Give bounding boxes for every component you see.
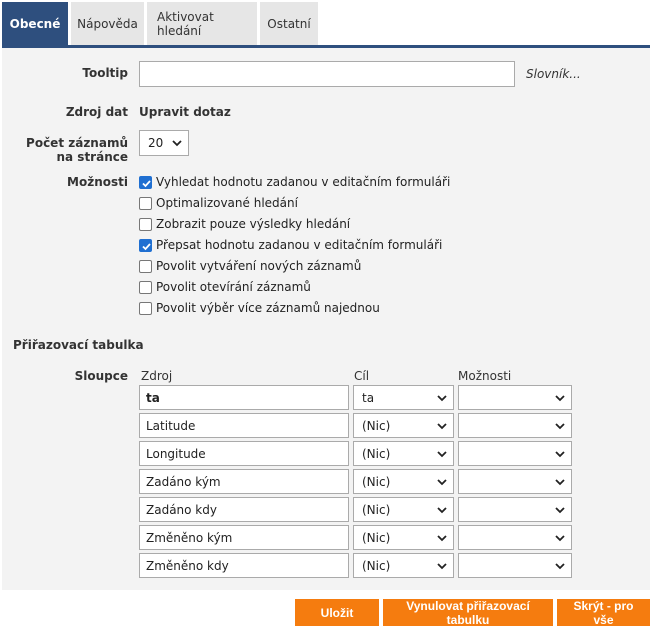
chevron-down-icon xyxy=(437,533,447,543)
mapping-source-input[interactable] xyxy=(139,441,349,466)
tab-aktivovat-hledani[interactable] xyxy=(147,2,257,45)
option-allow-create[interactable] xyxy=(139,258,361,274)
option-label: Vyhledat hodnotu zadanou v editačním formuláři xyxy=(156,175,451,189)
mapping-target-select[interactable] xyxy=(353,525,454,550)
page-count-select[interactable] xyxy=(139,130,189,156)
chevron-down-icon xyxy=(555,533,565,543)
header-target: Cíl xyxy=(354,369,370,383)
mapping-target-select[interactable] xyxy=(353,413,454,438)
mapping-source-input[interactable] xyxy=(139,553,349,578)
mapping-source-input[interactable] xyxy=(139,385,349,410)
chevron-down-icon xyxy=(555,393,565,403)
source-label: Zdroj dat xyxy=(65,105,128,119)
target-value: (Nic) xyxy=(362,530,391,545)
mapping-options-select[interactable] xyxy=(458,469,572,494)
dictionary-link[interactable]: Slovník... xyxy=(526,67,581,81)
tab-label: Nápověda xyxy=(77,16,138,31)
option-label: Povolit vytváření nových záznamů xyxy=(156,259,362,273)
mapping-target-select[interactable] xyxy=(353,497,454,522)
tab-napoveda[interactable] xyxy=(71,2,144,45)
page-count-value: 20 xyxy=(148,136,164,150)
option-allow-open[interactable] xyxy=(139,279,311,295)
checkbox[interactable] xyxy=(139,302,152,315)
mapping-source-input[interactable] xyxy=(139,525,349,550)
page-count-label-line2: na stránce xyxy=(56,150,128,164)
mapping-target-select[interactable] xyxy=(353,553,454,578)
edit-query-link[interactable]: Upravit dotaz xyxy=(139,105,231,119)
mapping-options-select[interactable] xyxy=(458,497,572,522)
chevron-down-icon xyxy=(437,421,447,431)
target-value: (Nic) xyxy=(362,558,391,573)
mapping-target-select[interactable] xyxy=(353,469,454,494)
tab-ostatni[interactable] xyxy=(260,2,318,45)
chevron-down-icon xyxy=(555,561,565,571)
option-label: Přepsat hodnotu zadanou v editačním formuláři xyxy=(156,238,443,252)
option-overwrite-value[interactable] xyxy=(139,237,442,253)
chevron-down-icon xyxy=(555,421,565,431)
tooltip-label: Tooltip xyxy=(82,66,128,80)
options-label: Možnosti xyxy=(67,175,128,189)
option-search-edit-value[interactable] xyxy=(139,174,450,190)
mapping-options-select[interactable] xyxy=(458,413,572,438)
option-optimized-search[interactable] xyxy=(139,195,298,211)
chevron-down-icon xyxy=(437,449,447,459)
option-label: Povolit otevírání záznamů xyxy=(156,280,311,294)
tab-bar xyxy=(2,2,321,45)
mapping-target-select[interactable] xyxy=(353,385,454,410)
tab-label: Ostatní xyxy=(267,16,311,31)
chevron-down-icon xyxy=(437,477,447,487)
target-value: ta xyxy=(362,390,375,405)
checkbox[interactable] xyxy=(139,281,152,294)
option-label: Zobrazit pouze výsledky hledání xyxy=(156,217,351,231)
header-source: Zdroj xyxy=(141,369,173,383)
mapping-options-select[interactable] xyxy=(458,441,572,466)
page-count-label xyxy=(10,136,128,164)
tab-label: Aktivovat hledání xyxy=(157,9,214,38)
tooltip-input[interactable] xyxy=(139,61,515,87)
mapping-options-select[interactable] xyxy=(458,385,572,410)
option-label: Povolit výběr více záznamů najednou xyxy=(156,301,380,315)
mapping-source-input[interactable] xyxy=(139,469,349,494)
target-value: (Nic) xyxy=(362,446,391,461)
checkbox-checked[interactable] xyxy=(139,239,152,252)
mapping-source-input[interactable] xyxy=(139,497,349,522)
chevron-down-icon xyxy=(437,505,447,515)
mapping-source-input[interactable] xyxy=(139,413,349,438)
target-value: (Nic) xyxy=(362,418,391,433)
reset-mapping-button[interactable]: Vynulovat přiřazovací tabulku xyxy=(383,599,553,626)
tab-obecne[interactable] xyxy=(2,2,68,45)
checkbox[interactable] xyxy=(139,260,152,273)
target-value: (Nic) xyxy=(362,474,391,489)
option-label: Optimalizované hledání xyxy=(156,196,298,210)
save-button[interactable]: Uložit xyxy=(295,599,379,626)
page-count-label-line1: Počet záznamů xyxy=(26,136,128,150)
chevron-down-icon xyxy=(555,477,565,487)
option-allow-multi-select[interactable] xyxy=(139,300,380,316)
chevron-down-icon xyxy=(437,561,447,571)
chevron-down-icon xyxy=(555,505,565,515)
mapping-options-select[interactable] xyxy=(458,525,572,550)
columns-label: Sloupce xyxy=(74,369,128,383)
mapping-options-select[interactable] xyxy=(458,553,572,578)
checkbox-checked[interactable] xyxy=(139,176,152,189)
target-value: (Nic) xyxy=(362,502,391,517)
option-results-only[interactable] xyxy=(139,216,350,232)
header-options: Možnosti xyxy=(458,369,512,383)
mapping-section-title: Přiřazovací tabulka xyxy=(13,338,144,352)
mapping-target-select[interactable] xyxy=(353,441,454,466)
chevron-down-icon xyxy=(555,449,565,459)
chevron-down-icon xyxy=(437,393,447,403)
hide-for-all-button[interactable]: Skrýt - pro vše xyxy=(557,599,650,626)
checkbox[interactable] xyxy=(139,197,152,210)
chevron-down-icon xyxy=(172,138,182,148)
tab-label: Obecné xyxy=(9,16,61,31)
checkbox[interactable] xyxy=(139,218,152,231)
